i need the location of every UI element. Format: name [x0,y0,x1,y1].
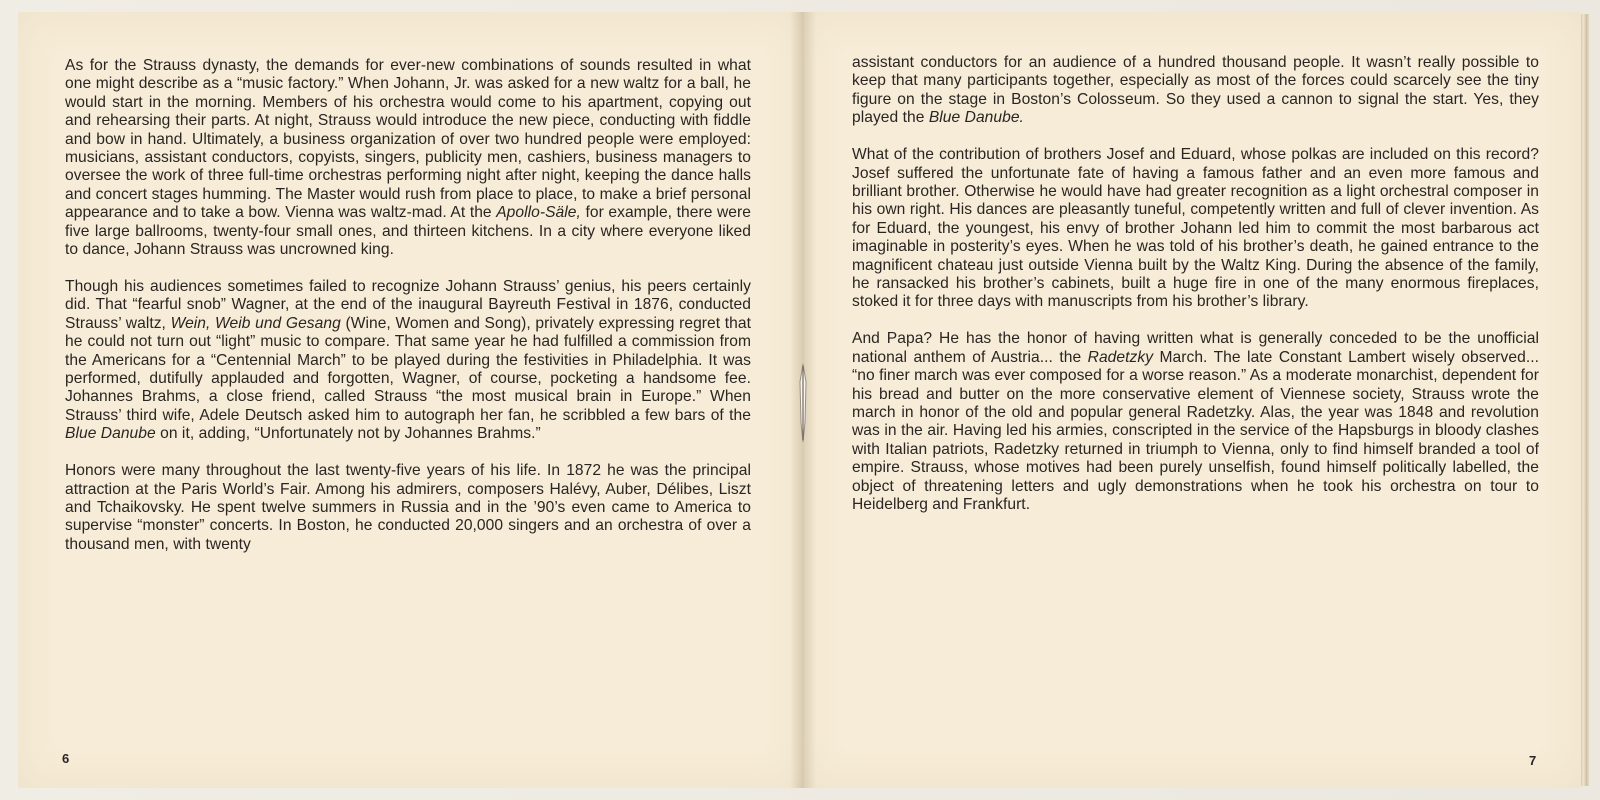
paragraph [65,278,751,444]
text-run: As for the Strauss dynasty, the demands for ever-new combinations of sounds resulted in what one might describe as a “music factory.” When Johann, Jr. was asked for a new waltz for a ball, he would start in the morning. Members of his orchestra would come to his apartment, copying out and rehearsing their parts. At night, Strauss would introduce the new piece, conducting with fiddle and bow in hand. Ultimately, a business organization of over two hundred people were employed: musicians, assistant conductors, copyists, singers, publicity men, cashiers, business managers to oversee the work of three full-time orchestras performing night after night, keeping the dance halls and concert stages humming. The Master would rush from place to place, to make a brief personal appearance and to take a bow. Vienna was waltz-mad. At the [65,57,751,222]
text-run: (Wine, Women and Song), privately expressing regret that he could not turn out “light” music to compare. That same year he had fulfilled a commission from the Americans for a “Centennial March” to be played during the festivities in Philadelphia. It was performed, dutifully applauded and forgotten, Wagner, of course, pocketing a handsome fee. Johannes Brahms, a close friend, called Strauss “the most musical brain in Europe.” When Strauss’ third wife, Adele Deutsch asked him to autograph her fan, he scribbled a few bars of the [65,314,751,424]
paragraph [852,54,1539,128]
text-run: on it, adding, “Unfortunately not by Johannes Brahms.” [155,425,541,443]
page-number-left: 6 [62,751,70,766]
paragraph [852,330,1539,514]
right-page-text [852,54,1539,533]
text-run: Though his audiences sometimes failed to recognize Johann Strauss’ genius, his peers certainly did. That “fearful snob” Wagner, at the end of the inaugural Bayreuth Festival in 1876, conducted Strauss’ waltz, [65,277,751,332]
left-page-text [65,57,751,573]
text-run: And Papa? He has the honor of having written what is generally conceded to be the unofficial national anthem of Austria... the [852,330,1539,366]
page-edges [1581,14,1589,786]
text-run: assistant conductors for an audience of a hundred thousand people. It wasn’t really possible to keep that many participants together, especially as most of the forces could scarcely see the tiny figure on the stage in Boston’s Colosseum. So they used a cannon to signal the start. Yes, they played the [852,54,1539,127]
paragraph [852,146,1539,312]
italic-title: Blue Danube. [928,109,1024,127]
page-number-right: 7 [1529,753,1537,768]
staple-icon [796,362,810,444]
text-run: Honors were many throughout the last twenty-five years of his life. In 1872 he was the principal attraction at the Paris World’s Fair. Among his admirers, composers Halévy, Auber, Délibes, Liszt and Tchaikovsky. He spent twelve summers in Russia and in the ’90’s even came to America to supervise “monster” concerts. In Boston, he conducted 20,000 singers and an orchestra of over a thousand men, with twenty [65,462,751,553]
paragraph [65,462,751,554]
paragraph [65,57,751,259]
text-run: for example, there were five large ballrooms, twenty-four small ones, and thirteen kitchens. In a city where everyone liked to dance, Johann Strauss was uncrowned king. [65,204,751,259]
text-run: What of the contribution of brothers Josef and Eduard, whose polkas are included on this record? Josef suffered the unfortunate fate of having a famous father and an even more famous and brilliant brother. Otherwise he would have had greater recognition as a light orchestral composer in his own right. His dances are pleasantly tuneful, competently written and full of clever invention. As for Eduard, the youngest, his envy of brother Johann led him to commit the most barbarous act imaginable in posterity’s eyes. When he was told of his brother’s death, he gained entrance to the magnificent chateau just outside Vienna built by the Waltz King. During the absence of the family, he ransacked his brother’s cabinets, built a huge fire in one of the many enormous fireplaces, stoked it for three days with manuscripts from his brother’s library. [852,146,1539,311]
italic-title: Wein, Weib und Gesang [170,314,341,332]
italic-title: Blue Danube [65,425,156,443]
text-run: March. The late Constant Lambert wisely observed... “no finer march was ever composed for a worse reason.” As a moderate monarchist, dependent for his bread and butter on the more conservative element of Viennese society, Strauss wrote the march in honor of the old and popular general Radetzky. Alas, the year was 1848 and revolution was in the air. Having led his armies, conscripted in the service of the Hapsburgs in bloody clashes with Italian patriots, Radetzky returned in triumph to Vienna, only to find himself branded a tool of empire. Strauss, whose motives had been purely unselfish, found himself politically labelled, the object of threatening letters and ugly demonstrations when he took his orchestra on tour to Heidelberg and Frankfurt. [852,348,1539,513]
italic-title: Radetzky [1087,348,1154,366]
italic-title: Apollo-Säle, [496,204,581,222]
